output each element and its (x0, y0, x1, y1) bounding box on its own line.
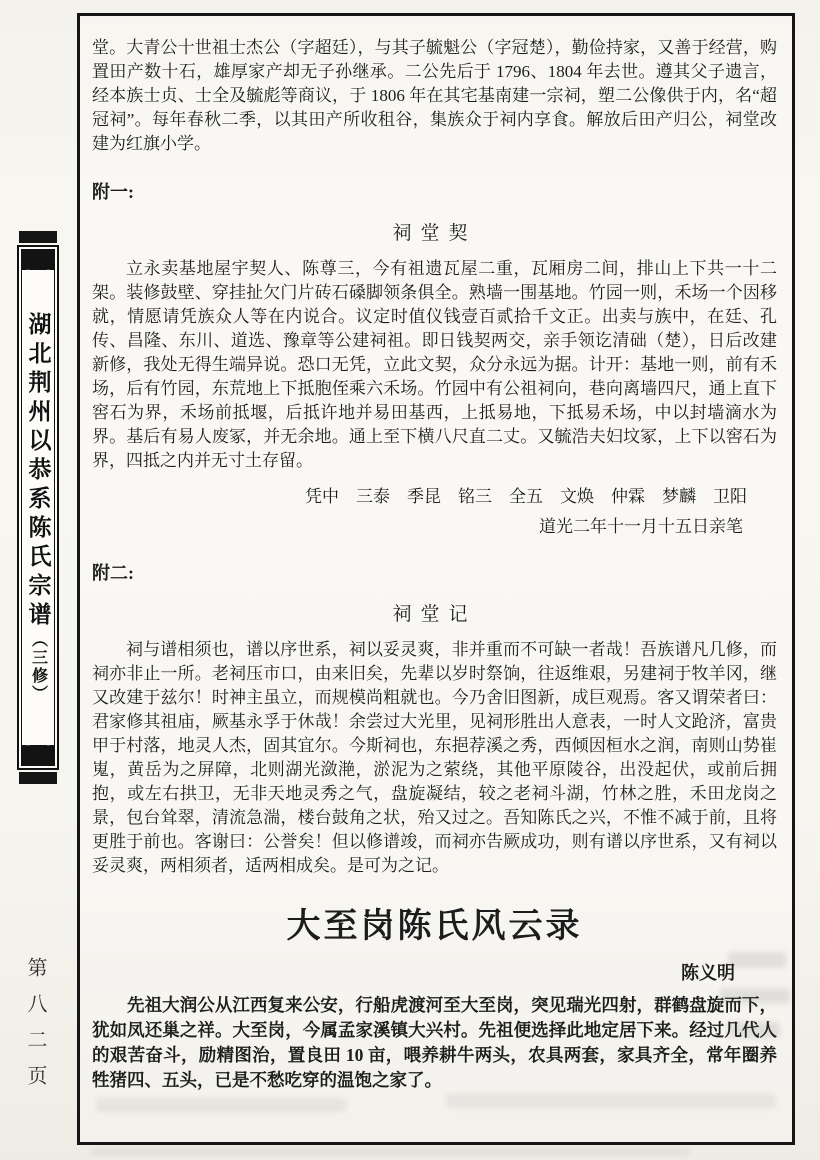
deed-body: 立永卖基地屋宇契人、陈尊三，今有祖遗瓦屋二重，瓦厢房二间，排山上下共一十二架。装修鼓壁、穿挂扯欠门片砖石磉脚领条俱全。熟墙一围基地。竹园一则，禾场一个因移就，情愿请凭族众人等在内说合。议定时值仪钱壹百贰拾千文正。出卖与族中，在廷、孔传、昌隆、东川、道选、豫章等公建祠祖。即日钱契两交，亲手领讫清础（楚），日后改建新修，我处无得生端异说。恐口无凭，立此文契，众分永远为据。计开：基地一则，前有禾场，后有竹园，东荒地上下抵胞侄乘六禾场。竹园中有公祖祠向，巷向离墙四尺，通上直下窖石为界，禾场前抵堰，后抵许地并易田基西，上抵易地，下抵易禾场，中以封墙滴水为界。基后有易人废冢，并无余地。通上至下横八尺直二丈。又毓浩夫妇坟冢，上下以窖石为界，四抵之内并无寸土存留。 (92, 259, 777, 470)
bleed-artifact (96, 1098, 346, 1112)
bleed-artifact (446, 1094, 776, 1108)
spine-top-ornament (22, 250, 54, 270)
bleed-artifact (728, 952, 786, 968)
article-body: 先祖大润公从江西复来公安，行船虎渡河至大至岗，突见瑞光四射，群鹤盘旋而下，犹如凤还巢之祥。大至岗，今属孟家溪镇大兴村。先祖便选择此地定居下来。经过几代人的艰苦奋斗，励精图治，置良田 10 亩，喂养耕牛两头，农具两套，家具齐全，常年圈养牲猪四、五头，已是不愁吃穿的温饱之家了。 (92, 995, 777, 1090)
record-title: 祠堂记 (392, 604, 477, 625)
spine-frame (17, 245, 59, 770)
spine-label (22, 270, 54, 745)
spine-bottom-ornament (22, 745, 54, 765)
page-number: 第八二页 (24, 957, 46, 1101)
deed-title: 祠堂契 (392, 223, 477, 244)
spine-label-main: 湖北荆州以恭系陈氏宗谱 (25, 312, 51, 631)
spine-top-bar (19, 231, 57, 243)
attachment-2-label: 附二: (92, 563, 134, 583)
deed-date-line: 道光二年十一月十五日亲笔 (539, 517, 743, 536)
spine-label-edition: （三修） (29, 631, 47, 703)
witness-line: 凭中 三泰 季昆 铭三 全五 文焕 仲霖 梦麟 卫阳 (305, 487, 747, 506)
attachment-1-label: 附一: (92, 182, 134, 202)
bleed-artifact (728, 1022, 780, 1038)
article-title: 大至岗陈氏风云录 (286, 908, 583, 945)
record-body: 祠与谱相须也，谱以序世系，祠以妥灵爽，非并重而不可缺一者哉！吾族谱凡几修，而祠亦非止一所。老祠压市口，由来旧矣，先辈以岁时祭饷，往返维艰，另建祠于牧羊冈，继又改建于兹尔！时神主虽立，而规模尚粗就也。今乃舍旧图新，成巨观焉。客又谓荣者曰：君家修其祖庙，厥基永孚于休哉！余尝过大光里，见祠形胜出人意表，一时人文跄济，富贵甲于村落，地灵人杰，固其宜尔。今斯祠也，东挹荐溪之秀，西倾因桓水之润，南则山势崔嵬，黄岳为之屏障，北则湖光潋滟，淤泥为之萦绕，其他平原陵谷，出没起伏，或前后拥抱，或左右拱卫，无非天地灵秀之气，盘旋凝结，较之老祠斗湖，竹林之胜，禾田龙岗之景，包台耸翠，清流急湍，楼台鼓角之状，殆又过之。吾知陈氏之兴，不惟不减于前，且将更胜于前也。客谢曰：公誉矣！但以修谱竣，而祠亦告厥成功，则有谱以序世系，又有祠以妥灵爽，两相须者，适两相成矣。是可为之记。 (92, 640, 777, 875)
article-author: 陈义明 (681, 963, 735, 983)
bleed-artifact (720, 988, 790, 1004)
content-box (77, 13, 795, 1145)
spine-banner (17, 231, 59, 784)
spine-bottom-bar (19, 772, 57, 784)
bleed-artifact (90, 1148, 690, 1156)
continuation-paragraph: 堂。大青公十世祖士杰公（字超廷），与其子毓魁公（字冠楚），勤俭持家，又善于经营，购置田产数十石，雄厚家产却无子孙继承。二公先后于 1796、1804 年去世。遵其父子遗言，经本族士贞、士全及毓彪等商议，于 1806 年在其宅基南建一宗祠，塑二公像供于内，名“超冠祠”。每年春秋二季，以其田产所收租谷，集族众于祠内享食。解放后田产归公，祠堂改建为红旗小学。 (92, 38, 777, 153)
